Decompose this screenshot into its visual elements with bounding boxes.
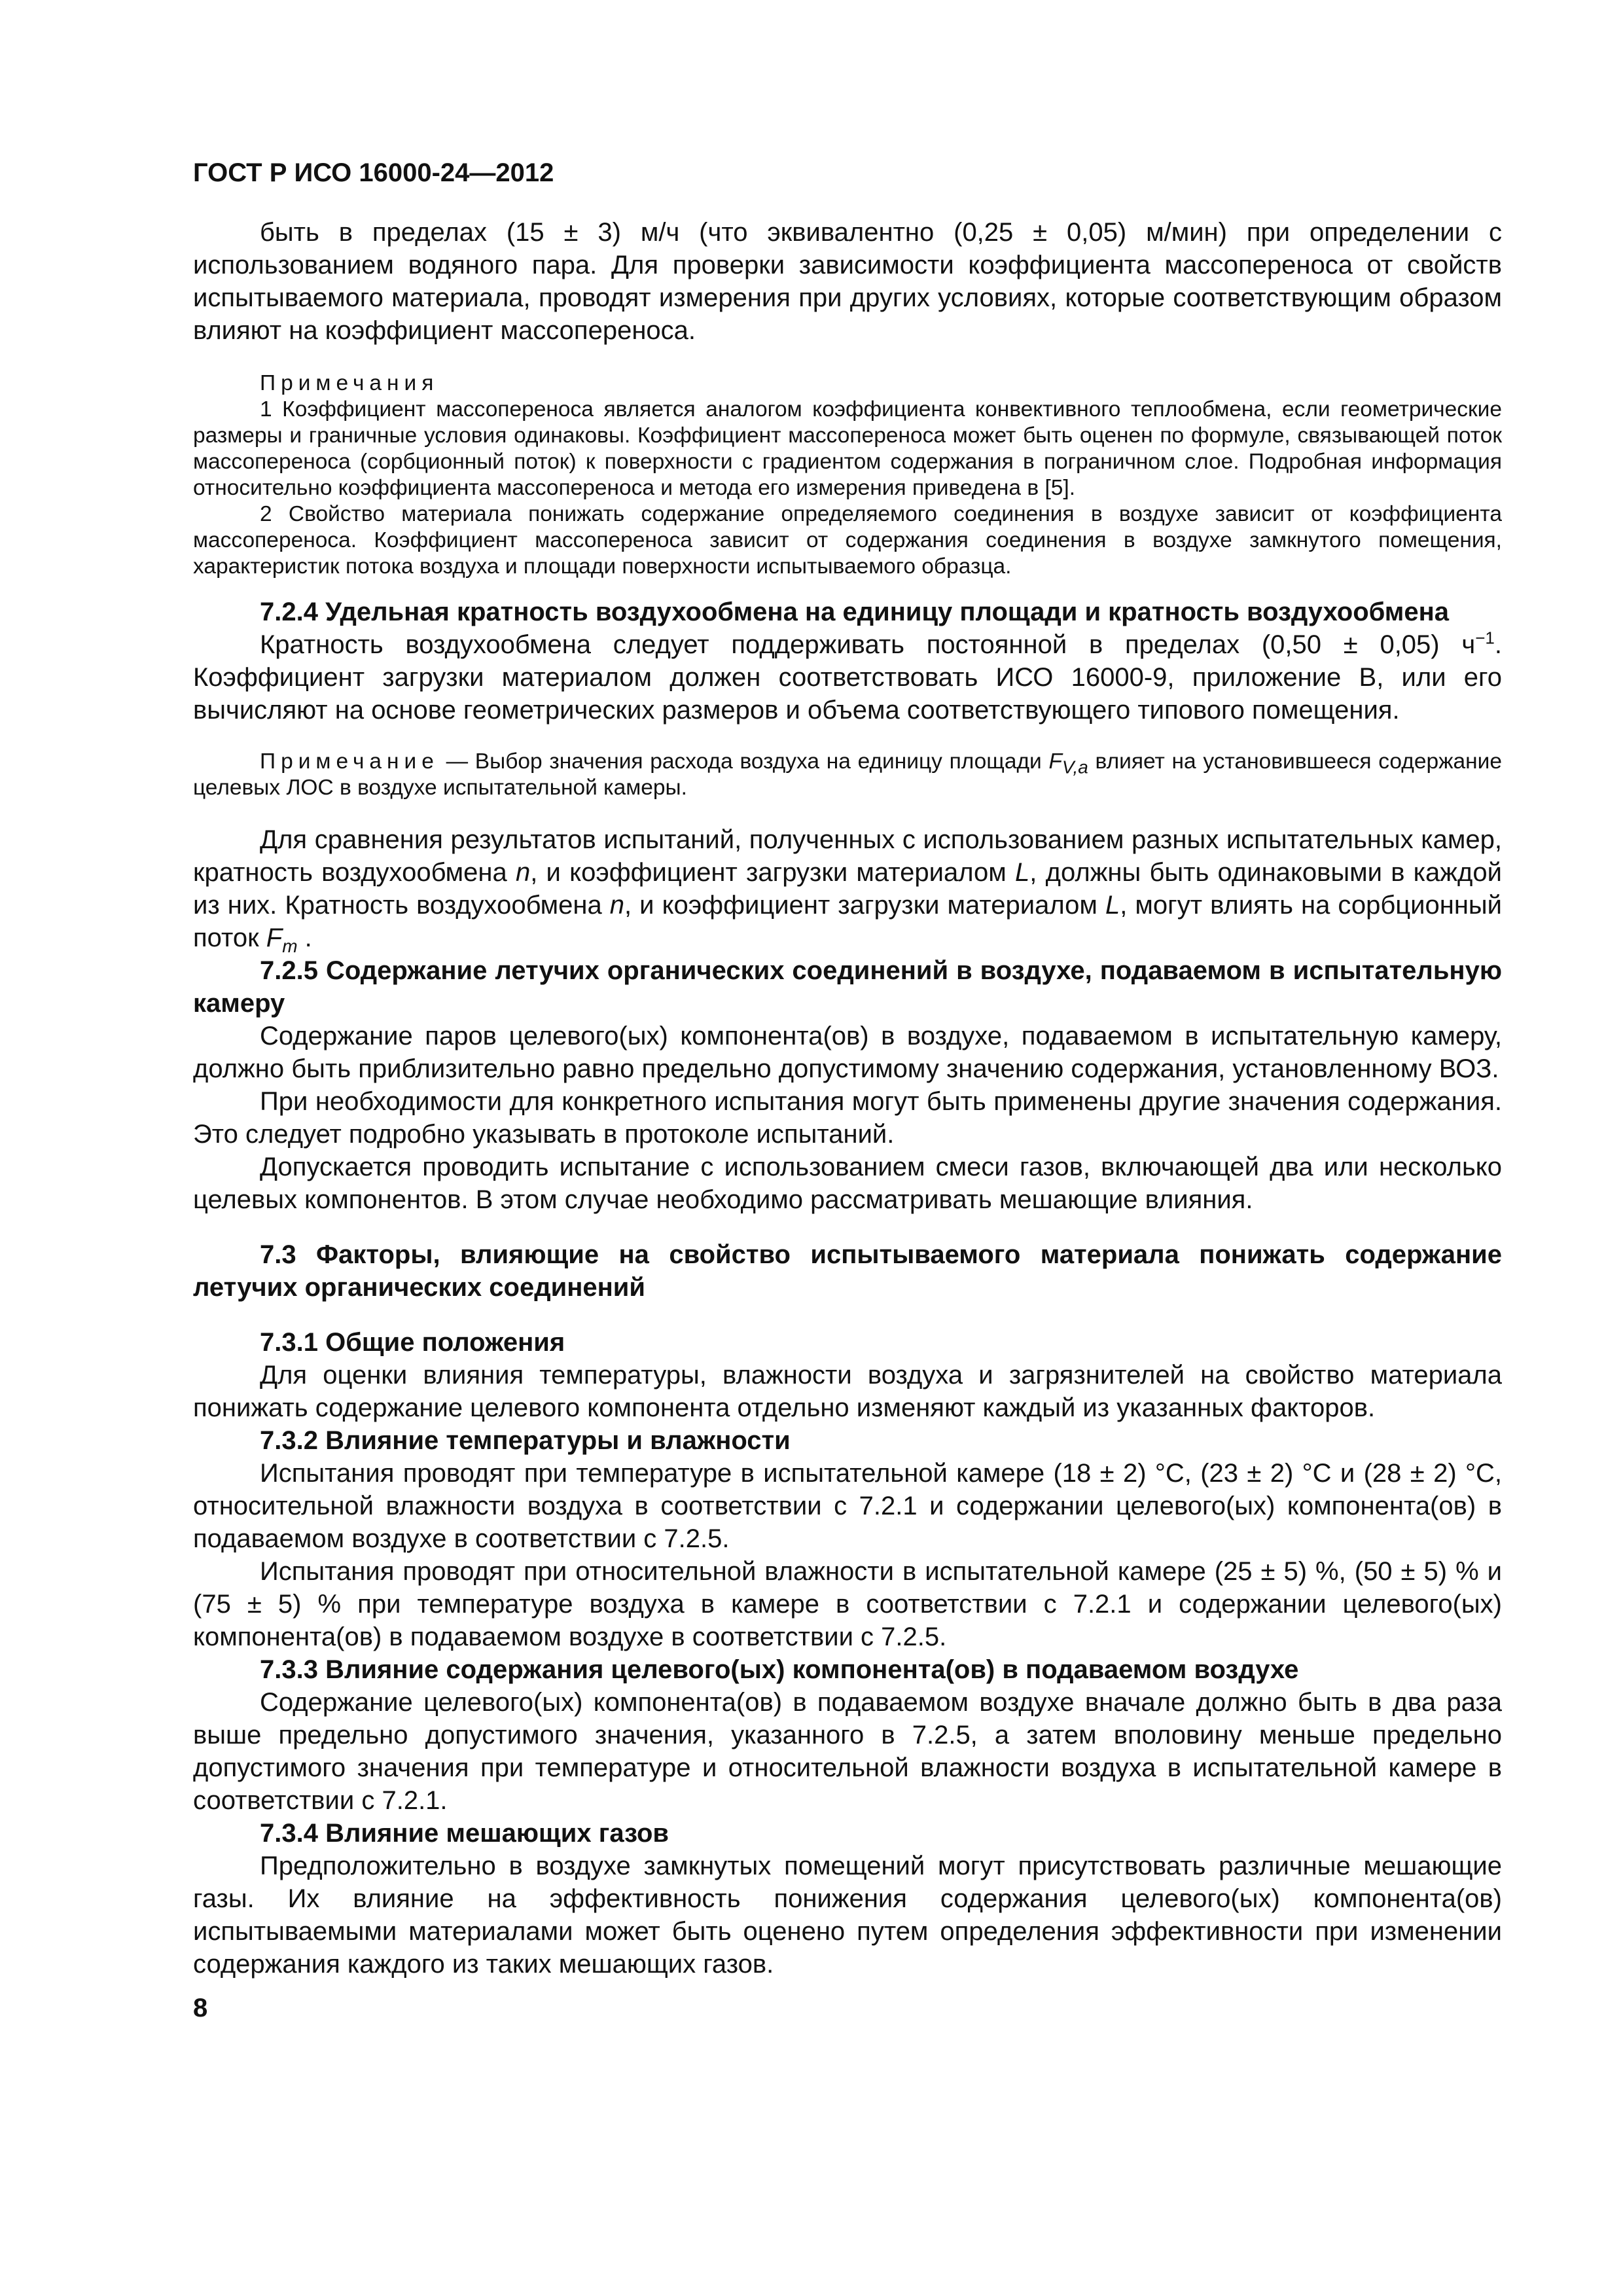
section-7-3-2-heading: 7.3.2 Влияние температуры и влажности (260, 1426, 791, 1455)
symbol-f: F (1048, 749, 1062, 774)
section-7-2-5-paragraph-1: Содержание паров целевого(ых) компонента(ов) в воздухе, подаваемом в испытательную камеру, должно быть приблизительно равно предельно допустимому значению содержания, установленному ВОЗ. (193, 1022, 1502, 1083)
symbol-subscript: V,a (1061, 757, 1088, 778)
section-7-3-4-heading: 7.3.4 Влияние мешающих газов (260, 1819, 669, 1848)
text-span: , и коэффициент загрузки материалом (624, 891, 1105, 920)
section-7-3-2-paragraph-1: Испытания проводят при температуре в испытательной камере (18 ± 2) °С, (23 ± 2) °С и (28 ± 2) °С, относительной влажности воздуха в соответствии с 7.2.1 и содержании целевого(ых) компонента(ов) в подаваемом воздухе в соответствии с 7.2.5. (193, 1459, 1502, 1553)
section-7-2-4-paragraph-2 (193, 823, 1502, 954)
text-span: . (297, 924, 312, 952)
symbol-subscript: m (282, 936, 298, 956)
section-7-3-4-paragraph: Предположительно в воздухе замкнутых помещений могут присутствовать различные мешающие газы. Их влияние на эффективность понижения содержания целевого(ых) компонента(ов) испытываемыми материалами может быть оценено путем определения эффективности при изменении содержания каждого из таких мешающих газов. (193, 1852, 1502, 1979)
symbol-n: n (609, 891, 624, 920)
section-7-2-4-paragraph-1 (193, 628, 1502, 726)
notes-block (193, 370, 1502, 580)
section-7-3-1-heading: 7.3.1 Общие положения (260, 1328, 565, 1357)
text-span: — Выбор значения расхода воздуха на единицу площади (438, 749, 1049, 774)
text-span: , могут влиять на сорбционный поток (193, 891, 1503, 952)
text-span: . Коэффициент загрузки материалом должен соответствовать ИСО 16000-9, приложение В, или его вычисляют на основе геометрических размеров и объема соответствующего типового помещения. (193, 630, 1502, 725)
note-1: 1 Коэффициент массопереноса является аналогом коэффициента конвективного теплообмена, если геометрические размеры и граничные условия одинаковы. Коэффициент массопереноса может быть оценен по формуле, связывающей поток массопереноса (сорбционный поток) к поверхности с градиентом содержания в пограничном слое. Подробная информация относительно коэффициента массопереноса и метода его измерения приведена в [5]. (193, 397, 1502, 500)
document-header: ГОСТ Р ИСО 16000-24—2012 (193, 158, 554, 187)
page-number: 8 (193, 1994, 208, 2022)
symbol-l: L (1105, 891, 1120, 920)
symbol-l: L (1015, 858, 1030, 887)
text-span: Кратность воздухообмена следует поддерживать постоянной в пределах (0,50 ± 0,05) ч (260, 630, 1476, 659)
text-span: , и коэффициент загрузки материалом (530, 858, 1016, 887)
section-7-2-5-paragraph-3: Допускается проводить испытание с использованием смеси газов, включающей два или несколько целевых компонентов. В этом случае необходимо рассматривать мешающие влияния. (193, 1153, 1502, 1214)
superscript-exponent: −1 (1475, 628, 1495, 648)
notes-title: Примечания (260, 371, 439, 395)
section-7-2-5-heading: 7.2.5 Содержание летучих органических соединений в воздухе, подаваемом в испытательную камеру (193, 956, 1502, 1018)
section-7-3-1-paragraph: Для оценки влияния температуры, влажности воздуха и загрязнителей на свойство материала понижать содержание целевого компонента отдельно изменяют каждый из указанных факторов. (193, 1361, 1502, 1422)
note-2: 2 Свойство материала понижать содержание определяемого соединения в воздухе зависит от коэффициента массопереноса. Коэффициент массопереноса зависит от содержания соединения в воздухе замкнутого помещения, характеристик потока воздуха и площади поверхности испытываемого образца. (193, 502, 1502, 579)
section-7-2-4-heading: 7.2.4 Удельная кратность воздухообмена на единицу площади и кратность воздухообмена (260, 598, 1450, 626)
section-7-3-3-paragraph: Содержание целевого(ых) компонента(ов) в подаваемом воздухе вначале должно быть в два раза выше предельно допустимого значения, указанного в 7.2.5, а затем вполовину меньше предельно допустимого значения при температуре и относительной влажности воздуха в испытательной камере в соответствии с 7.2.1. (193, 1688, 1502, 1815)
symbol-f: F (266, 924, 283, 952)
section-7-3-2-paragraph-2: Испытания проводят при относительной влажности в испытательной камере (25 ± 5) %, (50 ± 5) % и (75 ± 5) % при температуре воздуха в камере в соответствии с 7.2.1 и содержании целевого(ых) компонента(ов) в подаваемом воздухе в соответствии с 7.2.5. (193, 1557, 1502, 1651)
intro-paragraph: быть в пределах (15 ± 3) м/ч (что эквивалентно (0,25 ± 0,05) м/мин) при определении с использованием водяного пара. Для проверки зависимости коэффициента массопереноса от свойств испытываемого материала, проводят измерения при других условиях, которые соответствующим образом влияют на коэффициент массопереноса. (193, 218, 1502, 345)
section-7-2-4-note (193, 749, 1502, 801)
text-span: влияет на установившееся содержание целевых ЛОС в воздухе испытательной камеры. (193, 749, 1502, 800)
note-label: Примечание (260, 749, 439, 774)
symbol-n: n (515, 858, 531, 887)
text-span: , должны быть одинаковыми в каждой из них. Кратность воздухообмена (193, 858, 1502, 920)
section-7-2-5-paragraph-2: При необходимости для конкретного испытания могут быть применены другие значения содержания. Это следует подробно указывать в протоколе испытаний. (193, 1087, 1502, 1149)
document-page (193, 157, 1502, 2024)
text-span: Для сравнения результатов испытаний, полученных с использованием разных испытательных камер, кратность воздухообмена (193, 825, 1502, 887)
section-7-3-3-heading: 7.3.3 Влияние содержания целевого(ых) компонента(ов) в подаваемом воздухе (260, 1655, 1299, 1684)
section-7-3-heading: 7.3 Факторы, влияющие на свойство испытываемого материала понижать содержание летучих органических соединений (193, 1240, 1502, 1302)
